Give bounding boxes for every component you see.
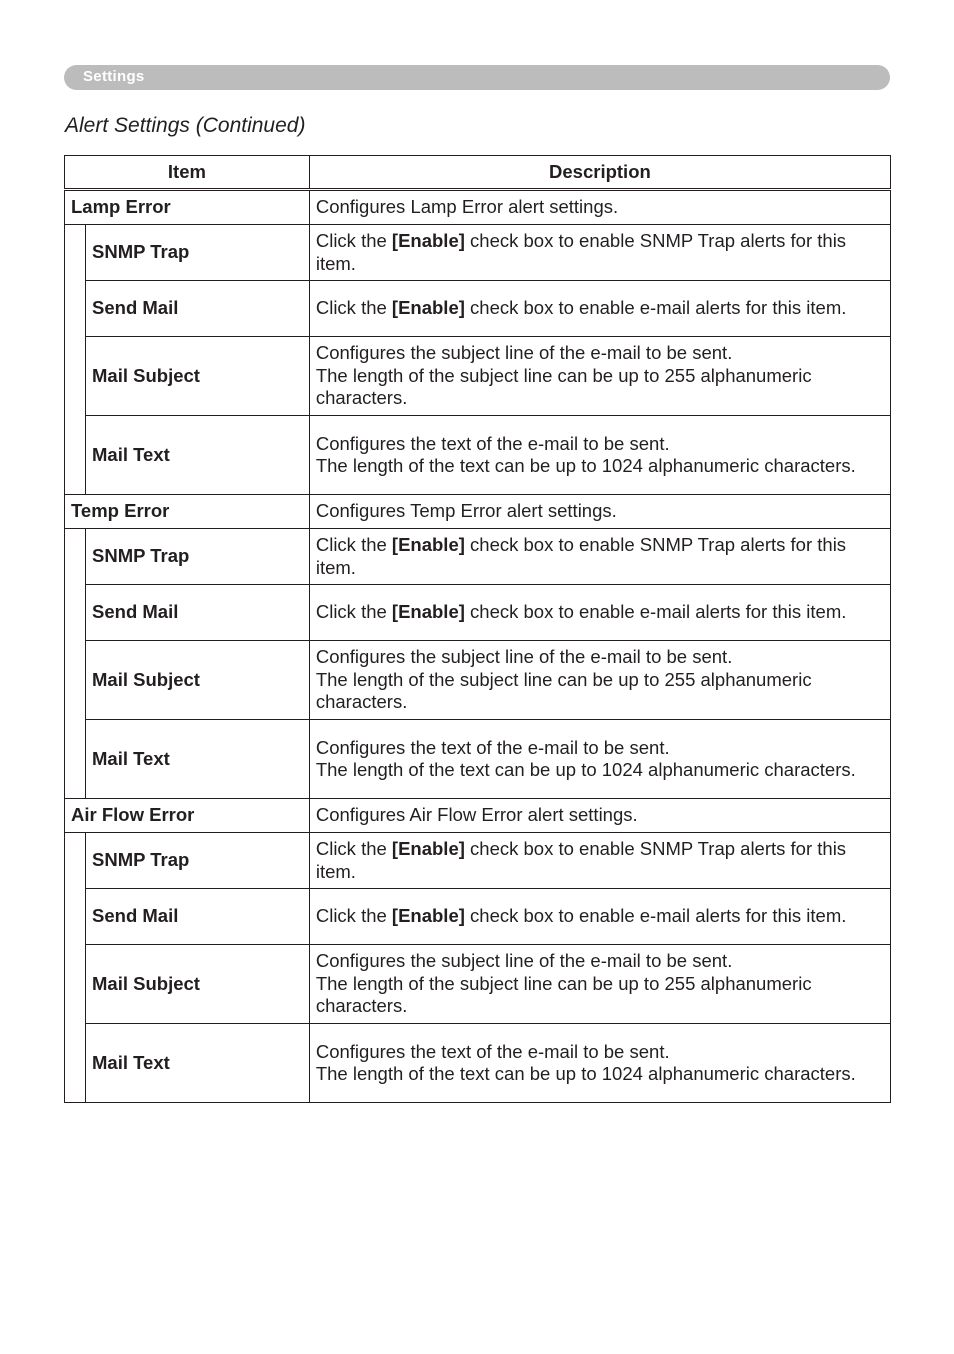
sub-item-description — [309, 337, 890, 416]
group-description: Configures Temp Error alert settings. — [309, 495, 890, 529]
sub-item-label: Mail Subject — [86, 945, 310, 1024]
column-header-item: Item — [65, 156, 310, 190]
sub-item-description — [309, 720, 890, 799]
group-label: Lamp Error — [65, 190, 310, 225]
sub-item-description — [309, 225, 890, 281]
description-line: The length of the text can be up to 1024 alphanumeric characters. — [315, 455, 856, 476]
enable-keyword: [Enable] — [391, 534, 465, 555]
description-line: Configures the text of the e-mail to be sent. — [315, 736, 670, 758]
description-text: Click the — [315, 297, 392, 319]
section-header-bar — [64, 65, 890, 90]
group-description: Configures Air Flow Error alert settings. — [309, 799, 890, 833]
section-header-label: Settings — [83, 68, 145, 85]
description-text: check box to enable SNMP Trap alerts for this item. — [315, 838, 847, 882]
sub-item-label: SNMP Trap — [86, 833, 310, 889]
sub-item-label: Mail Text — [86, 720, 310, 799]
sub-item-description — [309, 833, 890, 889]
sub-item-description — [309, 641, 890, 720]
sub-item-label: Mail Text — [86, 416, 310, 495]
table-row — [65, 585, 891, 641]
sub-item-label: Send Mail — [86, 281, 310, 337]
group-label: Temp Error — [65, 495, 310, 529]
description-text: Click the — [315, 534, 392, 555]
table-row — [65, 641, 891, 720]
sub-item-description — [309, 945, 890, 1024]
table-row — [65, 416, 891, 495]
description-text: check box to enable e-mail alerts for this item. — [464, 601, 847, 623]
description-text: Click the — [315, 230, 392, 251]
description-text: check box to enable e-mail alerts for this item. — [464, 905, 847, 927]
description-line: Configures the subject line of the e-mail to be sent. — [315, 646, 733, 668]
description-text: check box to enable e-mail alerts for this item. — [464, 297, 847, 319]
description-line: The length of the text can be up to 1024 alphanumeric characters. — [315, 759, 856, 780]
enable-keyword: [Enable] — [391, 297, 465, 319]
description-line: Configures the text of the e-mail to be sent. — [315, 1040, 670, 1062]
sub-item-description — [309, 416, 890, 495]
sub-item-description — [309, 1024, 890, 1103]
group-description: Configures Lamp Error alert settings. — [309, 190, 890, 225]
table-body — [65, 190, 891, 1103]
table-row — [65, 1024, 891, 1103]
description-text: check box to enable SNMP Trap alerts for this item. — [315, 534, 847, 578]
indent-spacer — [65, 833, 86, 1103]
sub-item-label: Mail Subject — [86, 641, 310, 720]
description-line: The length of the subject line can be up to 255 alphanumeric characters. — [315, 972, 812, 1017]
table-row — [65, 529, 891, 585]
enable-keyword: [Enable] — [391, 905, 465, 927]
page-title: Alert Settings (Continued) — [65, 114, 306, 137]
alert-settings-table — [64, 155, 891, 1103]
sub-item-description — [309, 889, 890, 945]
table-row — [65, 281, 891, 337]
table-row — [65, 337, 891, 416]
description-text: Click the — [315, 838, 392, 859]
enable-keyword: [Enable] — [391, 838, 465, 859]
sub-item-description — [309, 281, 890, 337]
table-group-row — [65, 190, 891, 225]
sub-item-label: Mail Text — [86, 1024, 310, 1103]
description-text: Click the — [315, 601, 392, 623]
description-line: Configures the text of the e-mail to be sent. — [315, 432, 670, 454]
enable-keyword: [Enable] — [391, 601, 465, 623]
sub-item-label: SNMP Trap — [86, 529, 310, 585]
table-group-row — [65, 799, 891, 833]
group-label: Air Flow Error — [65, 799, 310, 833]
description-text: Click the — [315, 905, 392, 927]
description-text: check box to enable SNMP Trap alerts for this item. — [315, 230, 847, 274]
sub-item-label: SNMP Trap — [86, 225, 310, 281]
table-row — [65, 720, 891, 799]
indent-spacer — [65, 529, 86, 799]
sub-item-description — [309, 585, 890, 641]
table-group-row — [65, 495, 891, 529]
table-row — [65, 225, 891, 281]
table-row — [65, 833, 891, 889]
sub-item-description — [309, 529, 890, 585]
sub-item-label: Mail Subject — [86, 337, 310, 416]
indent-spacer — [65, 225, 86, 495]
description-line: Configures the subject line of the e-mail to be sent. — [315, 342, 733, 364]
sub-item-label: Send Mail — [86, 889, 310, 945]
table-row — [65, 945, 891, 1024]
column-header-description: Description — [309, 156, 890, 190]
description-line: The length of the subject line can be up to 255 alphanumeric characters. — [315, 668, 812, 713]
description-line: Configures the subject line of the e-mail to be sent. — [315, 950, 733, 972]
description-line: The length of the subject line can be up to 255 alphanumeric characters. — [315, 364, 812, 409]
table-row — [65, 889, 891, 945]
table-header-row — [65, 156, 891, 190]
description-line: The length of the text can be up to 1024 alphanumeric characters. — [315, 1063, 856, 1084]
enable-keyword: [Enable] — [391, 230, 465, 251]
sub-item-label: Send Mail — [86, 585, 310, 641]
